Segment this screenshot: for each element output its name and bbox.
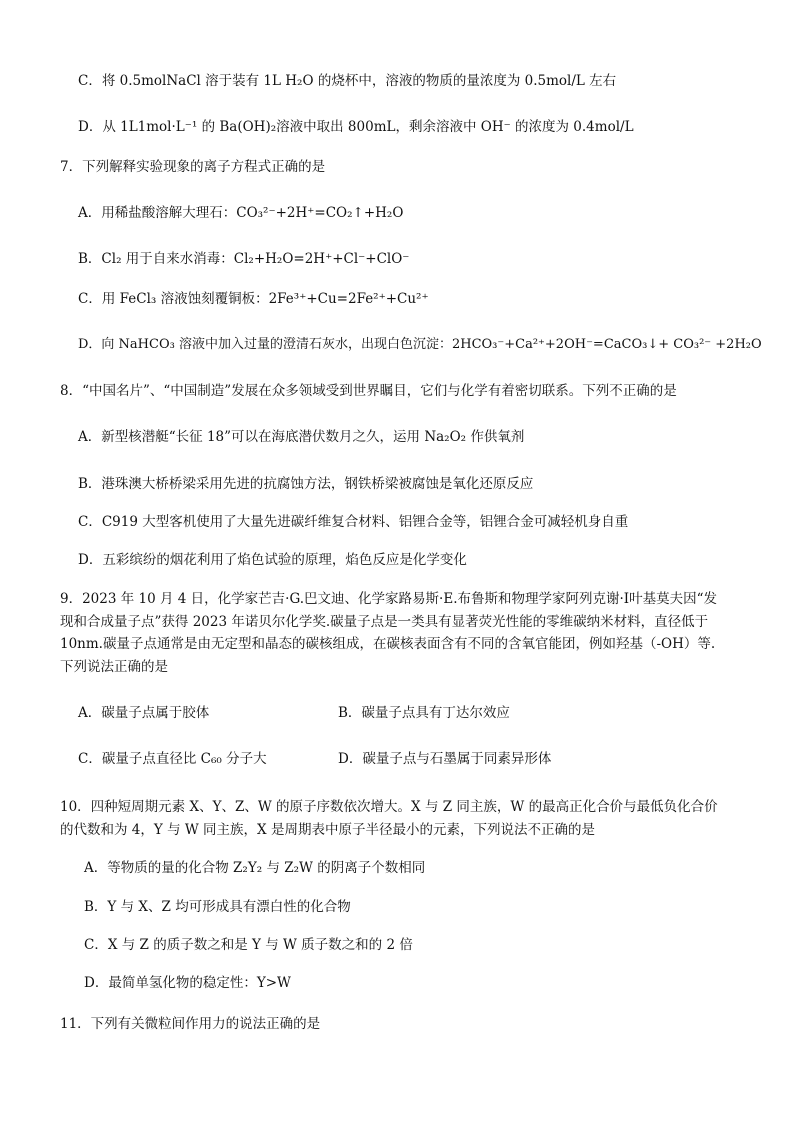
q6-option-d: D．从 1L1mol·L⁻¹ 的 Ba(OH)₂溶液中取出 800mL，剩余溶液中 OH⁻ 的浓度为 0.4mol/L (78, 119, 634, 135)
q9-option-d: D．碳量子点与石墨属于同素异形体 (338, 751, 552, 767)
q8-option-c: C．C919 大型客机使用了大量先进碳纤维复合材料、铝锂合金等，铝锂合金可减轻机身自重 (78, 514, 629, 530)
q10-option-b: B．Y 与 X、Z 均可形成具有漂白性的化合物 (84, 899, 351, 915)
q10-option-c: C．X 与 Z 的质子数之和是 Y 与 W 质子数之和的 2 倍 (84, 937, 413, 953)
q8-option-a: A．新型核潜艇“长征 18”可以在海底潜伏数月之久，运用 Na₂O₂ 作供氧剂 (78, 429, 525, 445)
q7-option-d: D．向 NaHCO₃ 溶液中加入过量的澄清石灰水，出现白色沉淀：2HCO₃⁻+Ca²⁺+2OH⁻=CaCO₃↓+ CO₃²⁻ +2H₂O (78, 337, 762, 352)
q9-option-c: C．碳量子点直径比 C₆₀ 分子大 (78, 751, 267, 767)
q11-stem: 11．下列有关微粒间作用力的说法正确的是 (60, 1016, 321, 1032)
q7-option-a: A．用稀盐酸溶解大理石：CO₃²⁻+2H⁺=CO₂↑+H₂O (78, 205, 404, 221)
q8-option-d: D．五彩缤纷的烟花利用了焰色试验的原理，焰色反应是化学变化 (78, 552, 467, 568)
q10-stem: 10．四种短周期元素 X、Y、Z、W 的原子序数依次增大。X 与 Z 同主族，W 的最高正化合价与最低负化合价的代数和为 4，Y 与 W 同主族，X 是周期表中原子半径最小的元素，下列说法不正确的是 (60, 799, 718, 838)
q7-stem: 7．下列解释实验现象的离子方程式正确的是 (60, 159, 326, 175)
q7-option-c: C．用 FeCl₃ 溶液蚀刻覆铜板：2Fe³⁺+Cu=2Fe²⁺+Cu²⁺ (78, 291, 429, 307)
q6-option-c: C．将 0.5molNaCl 溶于装有 1L H₂O 的烧杯中，溶液的物质的量浓度为 0.5mol/L 左右 (78, 73, 617, 89)
q9-option-b: B．碳量子点具有丁达尔效应 (338, 705, 510, 721)
q9-stem: 9．2023 年 10 月 4 日，化学家芒吉·G.巴文迪、化学家路易斯·E.布鲁斯和物理学家阿列克谢·I叶基莫夫因“发现和合成量子点”获得 2023 年诺贝尔化学奖.碳量子点是一类具有显著荧光性能的零维碳纳米材料，直径低于 10nm.碳量子点通常是由无定型和晶态的碳核组成，在碳核表面含有不同的含氧官能团，例如羟基（-OH）等.下列说法正确的是 (60, 591, 718, 675)
q8-option-b: B．港珠澳大桥桥梁采用先进的抗腐蚀方法，钢铁桥梁被腐蚀是氧化还原反应 (78, 476, 534, 492)
q10-option-a: A．等物质的量的化合物 Z₂Y₂ 与 Z₂W 的阴离子个数相同 (84, 860, 426, 876)
q8-stem: 8．“中国名片”、“中国制造”发展在众多领域受到世界瞩目，它们与化学有着密切联系。下列不正确的是 (60, 383, 677, 399)
q7-option-b: B．Cl₂ 用于自来水消毒：Cl₂+H₂O=2H⁺+Cl⁻+ClO⁻ (78, 251, 410, 267)
q9-option-a: A．碳量子点属于胶体 (78, 705, 210, 721)
q10-option-d: D．最简单氢化物的稳定性：Y>W (84, 975, 291, 991)
